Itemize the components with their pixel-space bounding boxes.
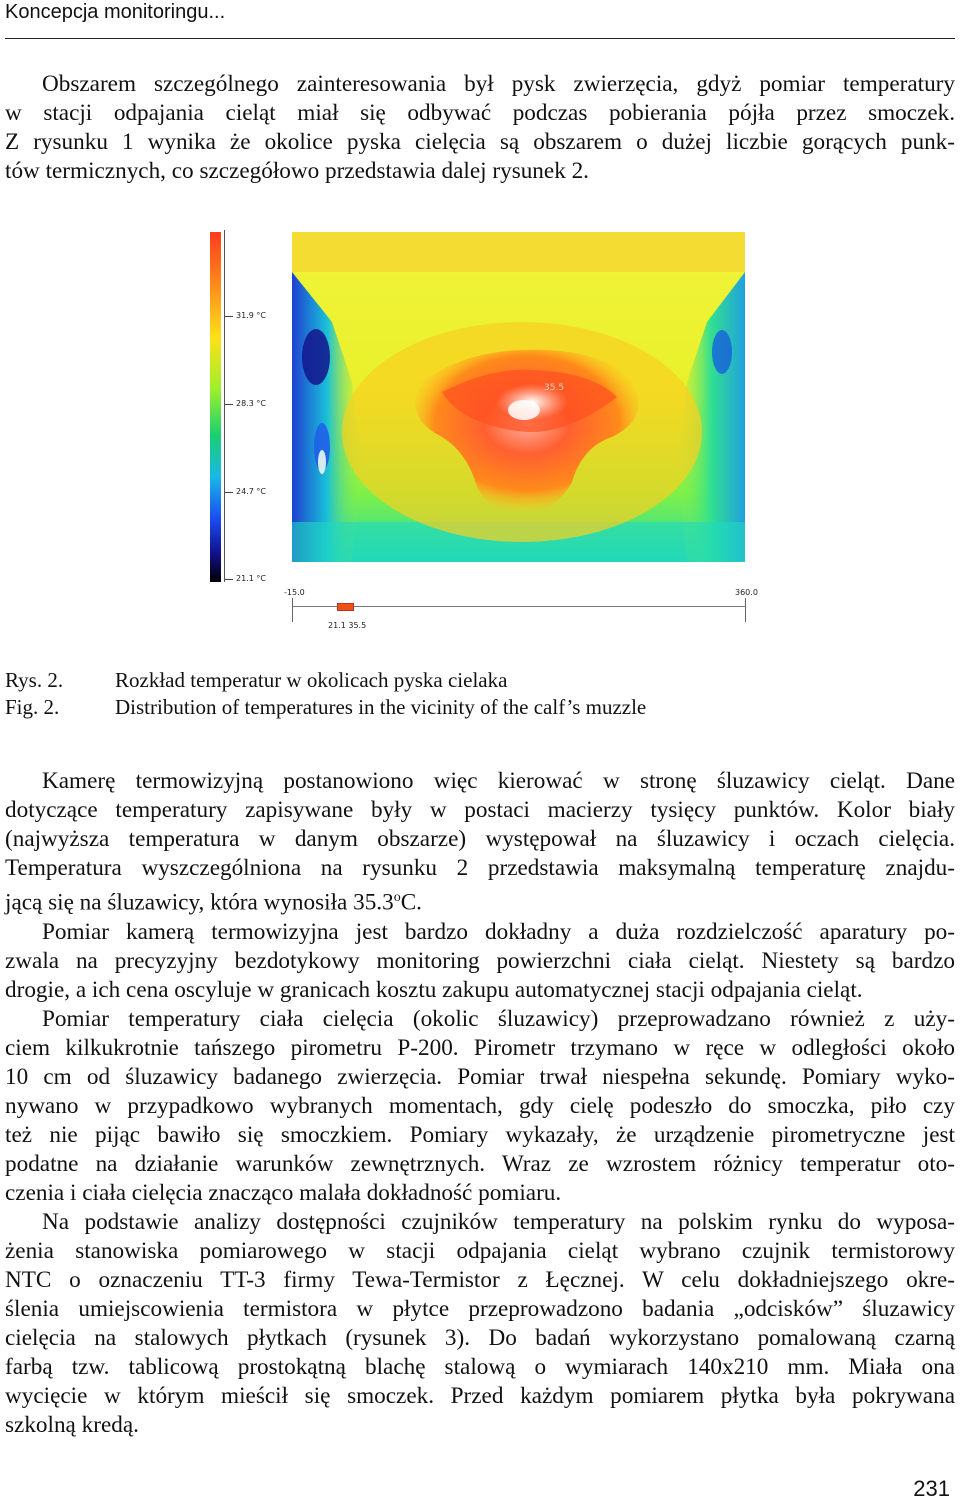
temperature-color-scale — [210, 232, 221, 582]
text-line: też nie pijąc bawiło się smoczkiem. Pomiary wykazały, że urządzenie pirometryczne jest — [5, 1121, 955, 1148]
text-line: Pomiar kamerą termowizyjna jest bardzo dokładny a duża rozdzielczość aparatury po- — [42, 918, 955, 945]
header-title: Koncepcja monitoringu... — [5, 1, 226, 23]
text-line: Na podstawie analizy dostępności czujników temperatury na polskim rynku do wyposa- — [42, 1208, 955, 1235]
caption-fig-text: Distribution of temperatures in the vicinity of the calf’s muzzle — [115, 695, 647, 719]
text-line: 10 cm od śluzawicy badanego zwierzęcia. Pomiar trwał niespełna sekundę. Pomiary wyko- — [5, 1063, 955, 1090]
slider-right-end — [745, 598, 746, 622]
text-line: Kamerę termowizyjną postanowiono więc kierować w stronę śluzawicy cieląt. Dane — [42, 768, 955, 794]
scale-tick — [225, 316, 233, 317]
text-line: cielęcia na stalowych płytkach (rysunek 3). Do badań wykorzystano pomalowaną czarną — [5, 1324, 955, 1351]
text-line: Obszarem szczególnego zainteresowania był pysk zwierzęcia, gdyż pomiar temperatury — [42, 71, 955, 97]
text-line: tów termicznych, co szczegółowo przedstawia dalej rysunek 2. — [5, 158, 589, 184]
page-number: 231 — [913, 1476, 950, 1501]
text-line: Temperatura wyszczególniona na rysunku 2 przedstawia maksymalną temperaturę znajdu- — [5, 855, 955, 881]
scale-axis — [224, 230, 225, 582]
text-line: NTC o oznaczeniu TT-3 firmy Tewa-Termistor z Łęcznej. W celu dokładniejszego okre- — [5, 1266, 955, 1293]
body-text — [5, 767, 955, 1440]
scale-tick — [225, 492, 233, 493]
scale-tick — [225, 404, 233, 405]
text-line — [5, 883, 955, 918]
text-line: ślenia umiejscowienia termistora w płytce przeprowadzono badania „odcisków” śluzawicy — [5, 1295, 955, 1322]
text-line: zwala na precyzyjny bezdotykowy monitoring powierzchni ciała cieląt. Niestety są bardzo — [5, 947, 955, 974]
scale-label: 28.3 °C — [236, 399, 266, 408]
text-line: szkolną kredą. — [5, 1411, 139, 1438]
degree-superscript: o — [393, 890, 401, 905]
text-line: podatne na działanie warunków zewnętrznych. Wraz ze wzrostem różnicy temperatur oto- — [5, 1150, 955, 1177]
text-line: w stacji odpajania cieląt miał się odbywać podczas pobierania pójła przez smoczek. — [5, 100, 955, 126]
text-line: czenia i ciała cielęcia znacząco malała dokładność pomiaru. — [5, 1179, 562, 1206]
scale-label: 21.1 °C — [236, 574, 266, 583]
temperature-range-slider[interactable] — [292, 606, 746, 607]
text-fragment: jącą się na śluzawicy, która wynosiła 35.3 — [5, 889, 394, 916]
text-line: wycięcie w którym mieścił się smoczek. Przed każdym pomiarem płytka była pokrywana — [5, 1382, 955, 1409]
thermal-image — [292, 232, 745, 562]
text-line: drogie, a ich cena oscyluje w granicach kosztu zakupu automatycznej stacji odpajania cieląt. — [5, 976, 863, 1003]
text-line: ciem kilkukrotnie tańszego pirometru P-200. Pirometr trzymano w ręce w odległości około — [5, 1034, 955, 1061]
caption-rys-text: Rozkład temperatur w okolicach pyska cielaka — [115, 668, 508, 692]
hotspot-label: 35.5 — [544, 383, 565, 393]
text-fragment: C. — [400, 889, 422, 916]
text-line: dotyczące temperatury zapisywane były w postaci macierzy tysięcy punktów. Kolor biały — [5, 797, 955, 823]
text-line: Z rysunku 1 wynika że okolice pyska cielęcia są obszarem o dużej liczbie gorących punk- — [5, 129, 955, 155]
intro-paragraph — [5, 70, 955, 186]
text-line: nywano w przypadkowo wybranych momentach, gdy cielę podeszło do smoczka, piło czy — [5, 1092, 955, 1119]
thermogram-figure — [200, 222, 770, 637]
scale-label: 31.9 °C — [236, 311, 266, 320]
caption-fig-label: Fig. 2. — [5, 695, 60, 719]
slider-range-label: 21.1 35.5 — [328, 621, 367, 630]
slider-left-end — [292, 598, 293, 622]
text-line: Pomiar temperatury ciała cielęcia (okolic śluzawicy) przeprowadzano również z uży- — [42, 1005, 955, 1032]
slider-min-label: -15.0 — [284, 588, 305, 597]
slider-max-label: 360.0 — [735, 588, 758, 597]
caption-rys-label: Rys. 2. — [5, 668, 64, 692]
scale-tick — [225, 579, 233, 580]
slider-range-handle[interactable] — [337, 603, 354, 611]
running-header — [5, 0, 955, 39]
figure-caption — [5, 667, 955, 727]
scale-label: 24.7 °C — [236, 487, 266, 496]
text-line: farbą tzw. tablicową prostokątną blachę stalową o wymiarach 140x210 mm. Miała ona — [5, 1353, 955, 1380]
text-line: żenia stanowiska pomiarowego w stacji odpajania cieląt wybrano czujnik termistorowy — [5, 1237, 955, 1264]
text-line: (najwyższa temperatura w danym obszarze) występował na śluzawicy i oczach cielęcia. — [5, 826, 955, 852]
